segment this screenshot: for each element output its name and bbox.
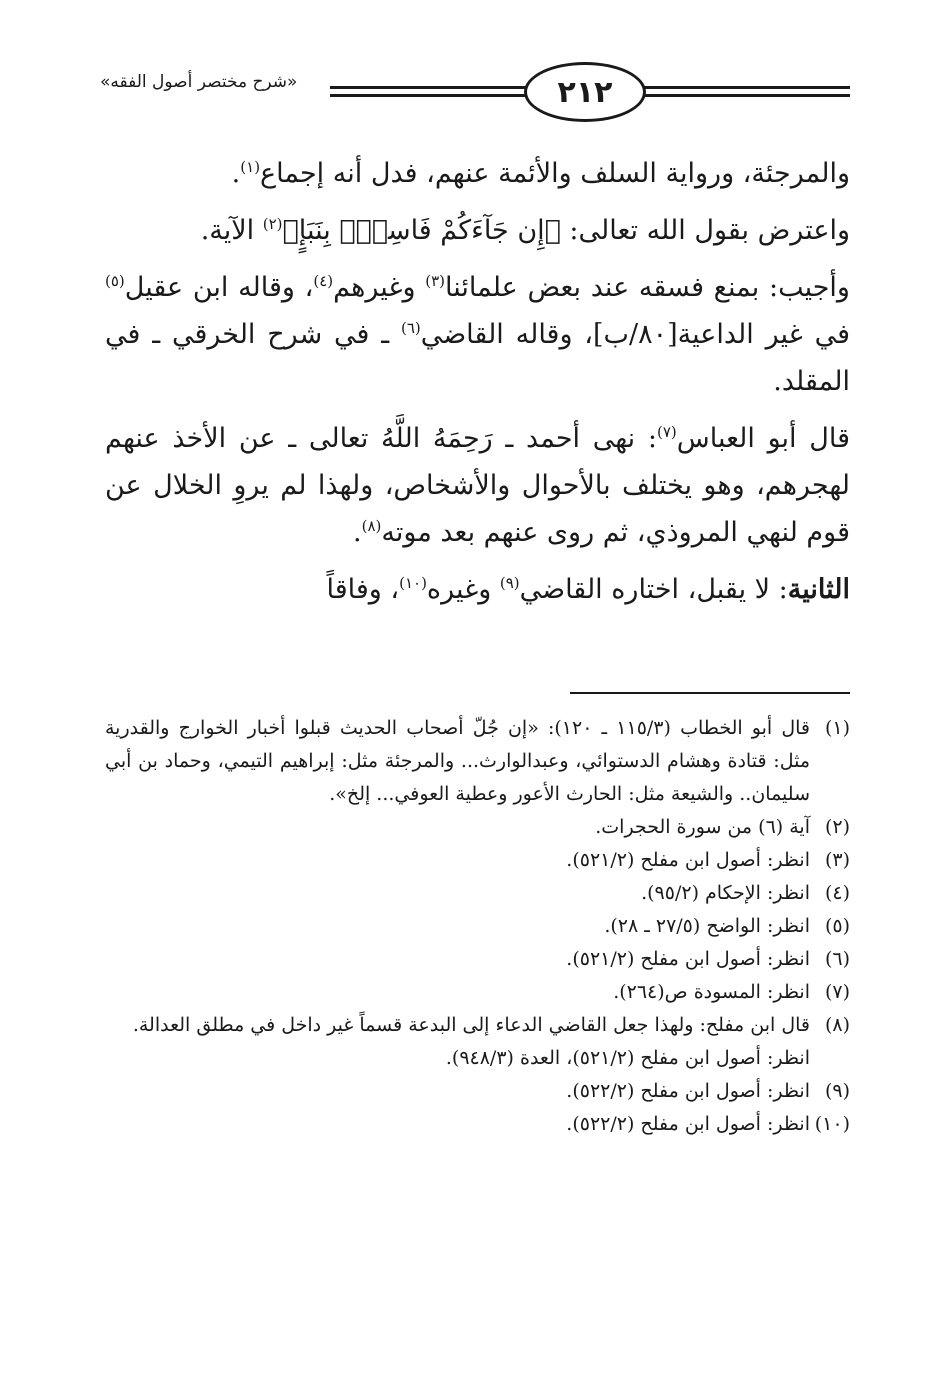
footnote-number: (٤) (824, 882, 850, 904)
header-rule (330, 86, 526, 89)
footnote (105, 712, 850, 811)
footnote-number: (٨) (824, 1014, 850, 1036)
footnote-continuation: انظر: أصول ابن مفلح (٥٢١/٢)، العدة (٩٤٨/٣). (445, 1047, 810, 1069)
footnote-number: (١) (824, 717, 850, 739)
footnote (105, 976, 850, 1009)
footnote (105, 1075, 850, 1108)
footnote (105, 1108, 850, 1141)
footnote-text: آية (٦) من سورة الحجرات. (595, 816, 810, 838)
footnote-ref[interactable]: (٣) (425, 272, 445, 290)
footnote-ref[interactable]: (٤) (313, 272, 334, 290)
footnote-number: (٩) (824, 1080, 850, 1102)
paragraph: وأجيب: بمنع فسقه عند بعض علمائنا$^{(٣)}$ وغيرهم$^{(٤)}$، وقاله ابن عقيل$^{(٥)}$ في غير الداعية[٨٠/ب]، وقاله القاضي$^{(٦)}$ ـ في شرح الخرقي ـ في المقلد. (105, 272, 850, 397)
running-title: «شرح مختصر أصول الفقه» (100, 72, 298, 92)
footnote-divider (570, 692, 850, 694)
footnote-number: (٥) (824, 915, 850, 937)
footnote-number: (٢) (824, 816, 850, 838)
footnote-text: انظر: أصول ابن مفلح (٥٢٢/٢). (566, 1080, 810, 1102)
page-header (100, 58, 850, 122)
footnote-ref[interactable]: (٢) (262, 215, 283, 233)
footnote-text: انظر: أصول ابن مفلح (٥٢٢/٢). (566, 1113, 810, 1135)
footnote-text: انظر: المسودة ص(٢٦٤). (613, 981, 810, 1003)
paragraph: قال أبو العباس$^{(٧)}$: نهى أحمد ـ رَحِمَهُ اللَّهُ تعالى ـ عن الأخذ عنهم لهجرهم، وهو يختلف بالأحوال والأشخاص، ولهذا لم يروِ الخلال عن قوم لنهي المروذي، ثم روى عنهم بعد موته$^{(٨)}$. (105, 423, 851, 548)
page-number: ٢١٢ (557, 74, 613, 110)
footnote (105, 877, 850, 910)
footnote-ref[interactable]: (١) (240, 158, 261, 176)
main-text (105, 150, 850, 613)
footnote (105, 1009, 850, 1042)
paragraph: الثانية: لا يقبل، اختاره القاضي$^{(٩)}$ وغيره$^{(١٠)}$، وفاقاً (326, 574, 850, 605)
footnote-text: قال ابن مفلح: ولهذا جعل القاضي الدعاء إلى البدعة قسماً غير داخل في مطلق العدالة. (132, 1014, 810, 1036)
footnote-number: (٦) (824, 948, 850, 970)
footnote-text: انظر: أصول ابن مفلح (٥٢١/٢). (566, 948, 810, 970)
footnote-text: انظر: الإحكام (٩٥/٢). (641, 882, 810, 904)
footnote (105, 811, 850, 844)
header-rule (330, 94, 526, 97)
footnote (105, 910, 850, 943)
footnotes (105, 712, 850, 1141)
footnote (105, 943, 850, 976)
footnote-text: قال أبو الخطاب (١١٥/٣ ـ ١٢٠): «إن جُلّ أصحاب الحديث قبلوا أخبار الخوارج والقدرية مثل: قتادة وهشام الدستوائي، وعبدالوارث... والمرجئة مثل: إبراهيم التيمي، وحماد بن أبي سليمان.. والشيعة مثل: الحارث الأعور وعطية العوفي... إلخ». (105, 717, 810, 805)
page-number-badge (524, 62, 646, 122)
footnote-number: (٣) (824, 849, 850, 871)
footnote-ref[interactable]: (٨) (361, 517, 382, 535)
paragraph: واعترض بقول الله تعالى: ﴿إِن جَآءَكُمْ فَاسِقٌۢ بِنَبَإٍ﴾$^{(٢)}$ الآية. (200, 215, 850, 246)
footnote-ref[interactable]: (٥) (105, 272, 125, 290)
section-label: الثانية (787, 574, 850, 605)
footnote-ref[interactable]: (٩) (499, 574, 520, 592)
footnote (105, 844, 850, 877)
footnote-ref[interactable]: (٧) (657, 423, 677, 441)
paragraph: والمرجئة، ورواية السلف والأئمة عنهم، فدل أنه إجماع$^{(١)}$. (231, 158, 850, 189)
footnote-text: انظر: الواضح (٢٧/٥ ـ ٢٨). (604, 915, 810, 937)
footnote-ref[interactable]: (١٠) (399, 574, 427, 592)
footnote-number: (١٠) (814, 1113, 850, 1135)
footnote-ref[interactable]: (٦) (400, 319, 421, 337)
footnote-number: (٧) (824, 981, 850, 1003)
footnote-text: انظر: أصول ابن مفلح (٥٢١/٢). (566, 849, 810, 871)
